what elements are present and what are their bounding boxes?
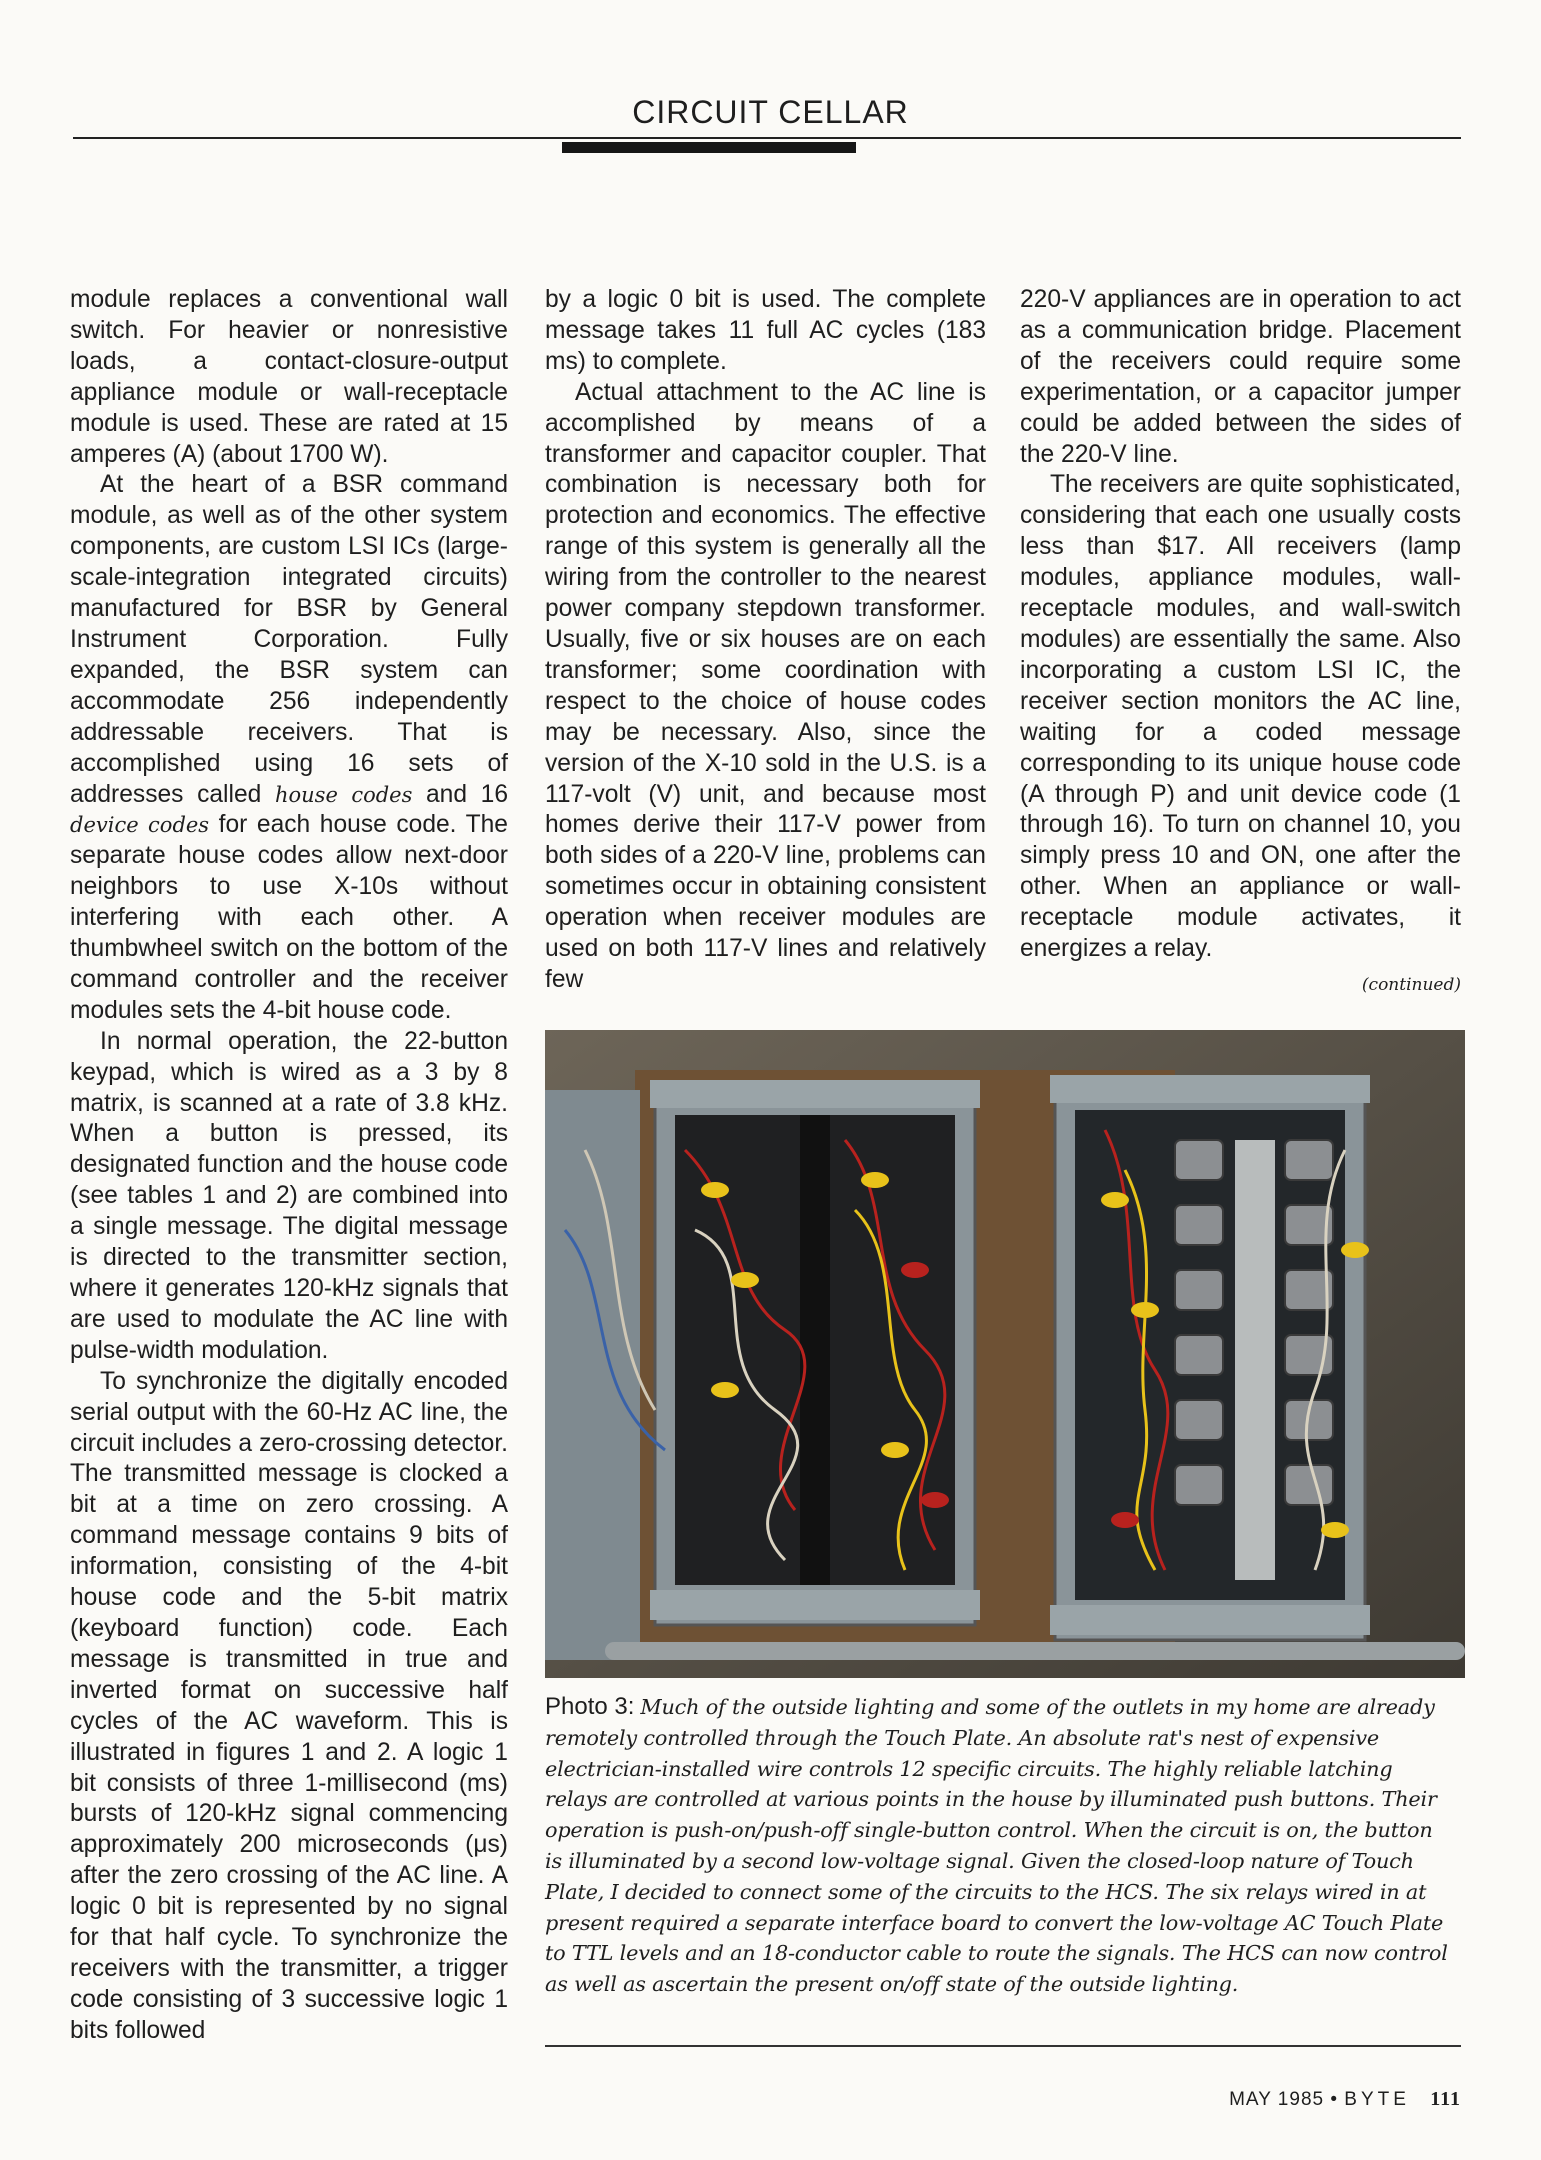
header-bar [562, 142, 856, 153]
page-number: 111 [1430, 2088, 1461, 2110]
column-1 [70, 285, 508, 2047]
paragraph: At the heart of a BSR command module, as well as of the other system components, are custom LSI ICs (large-scale-integration integrated circuits) manufactured for BSR by General Instrument Corporation. Fully expanded, the BSR system can accommodate 256 independently addressable receivers. That is accomplished using 16 sets of addresses called house codes and 16 device codes for each house code. The separate house codes allow next-door neighbors to use X-10s without interfering with each other. A thumbwheel switch on the bottom of the command controller and the receiver modules sets the 4-bit house code. [70, 471, 508, 1024]
page-footer [1200, 2088, 1461, 2111]
column-3 [1020, 285, 1461, 965]
header-rule [73, 137, 1461, 139]
caption-rule [545, 2045, 1461, 2047]
footer-magazine: BYTE [1344, 2089, 1410, 2110]
footer-separator: • [1330, 2089, 1339, 2110]
caption-label: Photo 3: [545, 1693, 635, 1720]
continued-label: (continued) [1361, 975, 1461, 995]
caption-text: Much of the outside lighting and some of the outlets in my home are already remotely controlled through the Touch Plate. An absolute rat's nest of expensive electrician-installed wire controls 12 specific circuits. The highly reliable latching relays are controlled at various points in the house by illuminated push buttons. Their operation is push-on/push-off single-button control. When the circuit is on, the button is illuminated by a second low-voltage signal. Given the closed-loop nature of Touch Plate, I decided to connect some of the circuits to the HCS. The six relays wired in at present required a separate interface board to convert the low-voltage AC Touch Plate to TTL levels and an 18-conductor cable to route the signals. The HCS can now control as well as ascertain the present on/off state of the outside lighting. [545, 1695, 1448, 1997]
paragraph: module replaces a conventional wall switch. For heavier or nonresistive loads, a contact-closure-output appliance module or wall-receptacle module is used. These are rated at 15 amperes (A) (about 1700 W). [70, 286, 508, 468]
running-head: CIRCUIT CELLAR [632, 94, 909, 130]
photo-caption [545, 1692, 1455, 2000]
paragraph: To synchronize the digitally encoded serial output with the 60-Hz AC line, the circuit includes a zero-crossing detector. The transmitted message is clocked a bit at a time on zero crossing. A command message contains 9 bits of information, consisting of the 4-bit house code and the 5-bit matrix (keyboard function) code. Each message is transmitted in true and inverted format on successive half cycles of the AC waveform. This is illustrated in figures 1 and 2. A logic 1 bit consists of three 1-millisecond (ms) bursts of 120-kHz signal commencing approximately 200 microseconds (μs) after the zero crossing of the AC line. A logic 0 bit is represented by no signal for that half cycle. To synchronize the receivers with the transmitter, a trigger code consisting of 3 successive logic 1 bits followed [70, 1367, 508, 2044]
conduit-pipe [605, 1642, 1465, 1660]
paragraph: Actual attachment to the AC line is accomplished by means of a transformer and capacitor coupler. That combination is necessary both for protection and economics. The effective range of this system is generally all the wiring from the controller to the nearest power company stepdown transformer. Usually, five or six houses are on each transformer; some coordination with respect to the choice of house codes may be necessary. Also, since the version of the X-10 sold in the U.S. is a 117-volt (V) unit, and because most homes derive their 117-V power from both sides of a 220-V line, problems can sometimes occur in obtaining consistent operation when receiver modules are used on both 117-V lines and relatively few [545, 378, 986, 993]
paragraph: 220-V appliances are in operation to act as a communication bridge. Placement of the receivers could require some experimentation, or a capacitor jumper could be added between the sides of the 220-V line. [1020, 286, 1461, 468]
paragraph: The receivers are quite sophisticated, considering that each one usually costs less than $17. All receivers (lamp modules, appliance modules, wall-receptacle modules, and wall-switch modules) are essentially the same. Also incorporating a custom LSI IC, the receiver section monitors the AC line, waiting for a coded message corresponding to its unique house code (A through P) and unit device code (1 through 16). To turn on channel 10, you simply press 10 and ON, one after the other. When an appliance or wall-receptacle module activates, it energizes a relay. [1020, 471, 1461, 963]
photo-relay-panels [545, 1030, 1465, 1678]
footer-date: MAY 1985 [1229, 2089, 1325, 2110]
paragraph: In normal operation, the 22-button keypad, which is wired as a 3 by 8 matrix, is scanned at a rate of 3.8 kHz. When a button is pressed, its designated function and the house code (see tables 1 and 2) are combined into a single message. The digital message is directed to the transmitter section, where it generates 120-kHz signals that are used to modulate the AC line with pulse-width modulation. [70, 1027, 508, 1364]
column-2 [545, 285, 986, 996]
paragraph: by a logic 0 bit is used. The complete message takes 11 full AC cycles (183 ms) to complete. [545, 286, 986, 375]
left-side-box [545, 1090, 640, 1660]
